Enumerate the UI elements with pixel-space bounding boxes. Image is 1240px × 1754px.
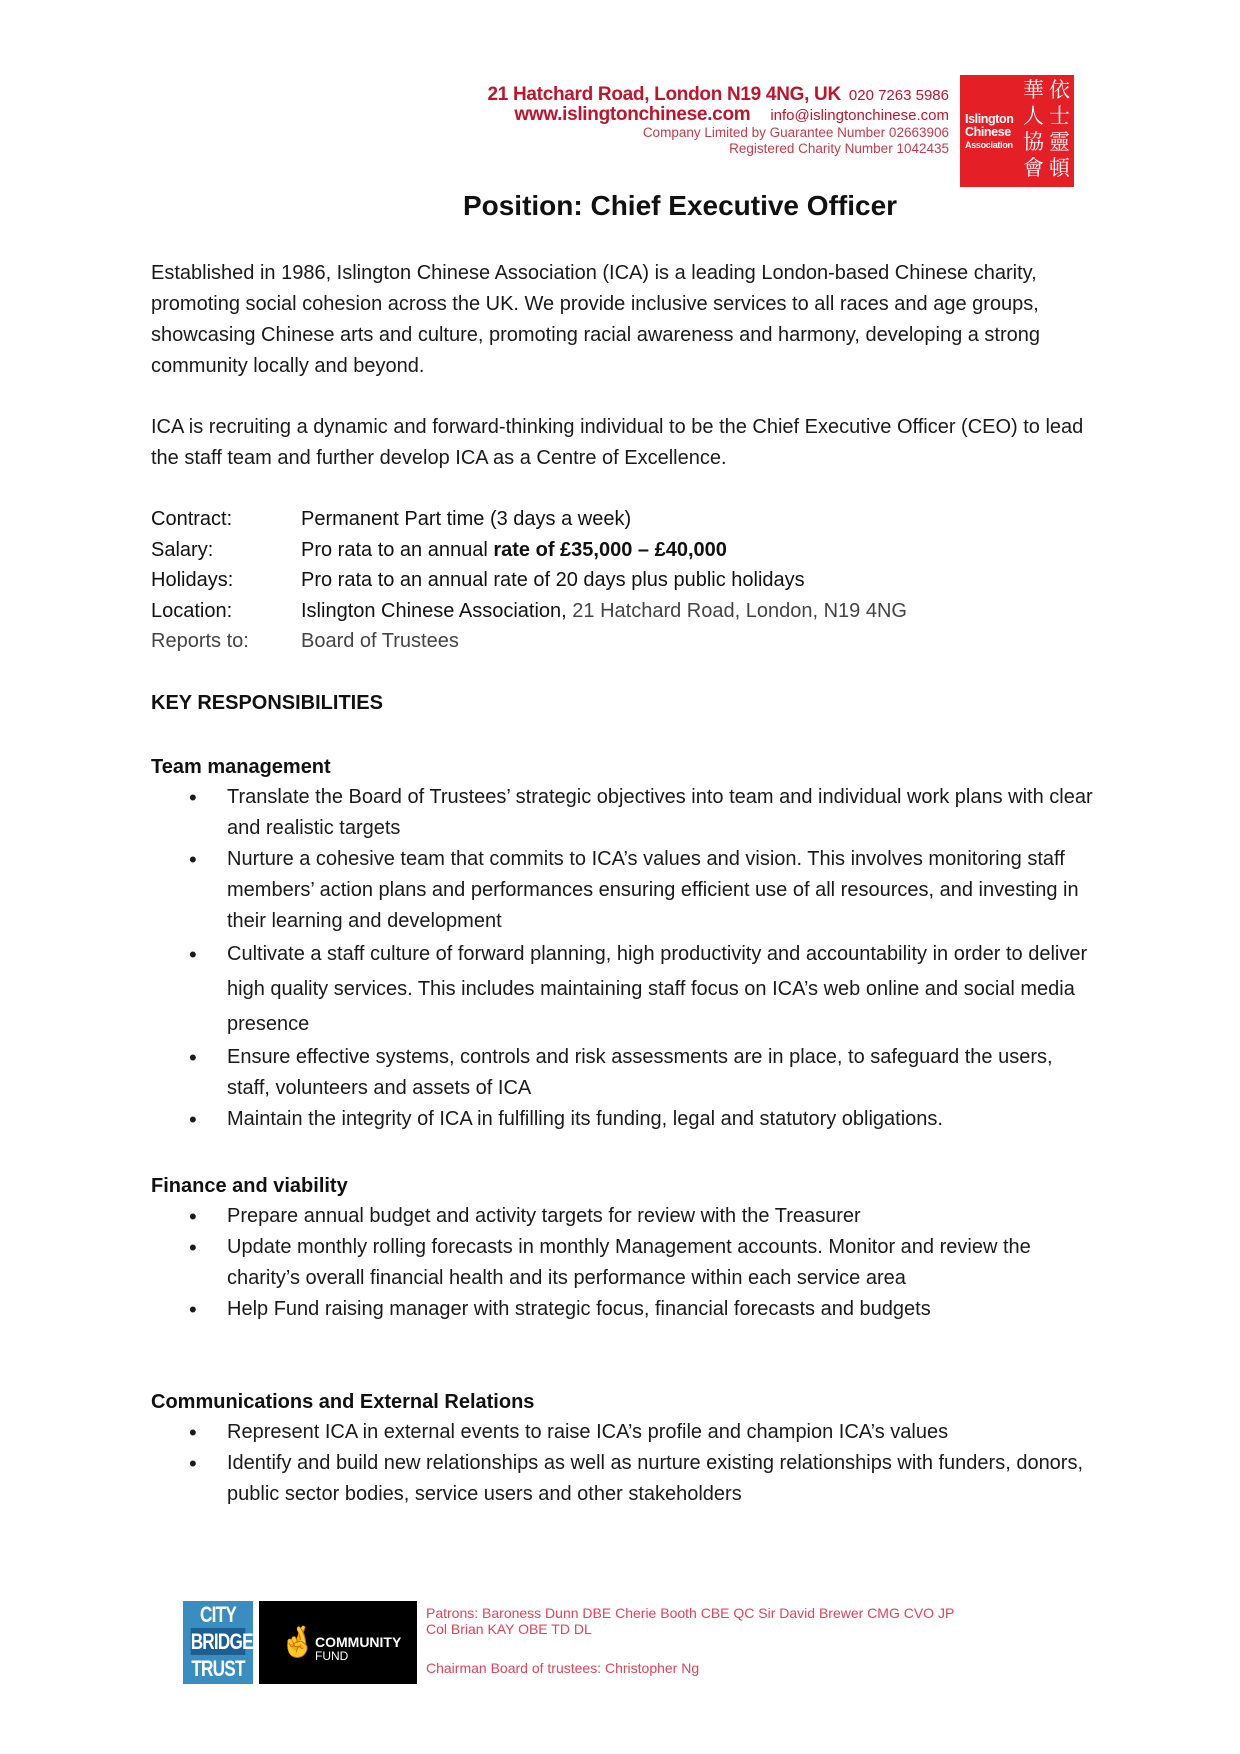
- list-item: • Represent ICA in external events to raise ICA’s profile and champion ICA’s values: [151, 1417, 1101, 1448]
- list-item: • Prepare annual budget and activity targets for review with the Treasurer: [151, 1201, 1101, 1232]
- header-address: 21 Hatchard Road, London N19 4NG, UK: [487, 84, 841, 105]
- job-details: [151, 504, 1101, 657]
- list-item: • Maintain the integrity of ICA in fulfilling its funding, legal and statutory obligations.: [151, 1104, 1101, 1135]
- footer-patrons: Patrons: Baroness Dunn DBE Cherie Booth CBE QC Sir David Brewer CMG CVO JP: [426, 1605, 955, 1621]
- intro-paragraph-2: ICA is recruiting a dynamic and forward-thinking individual to be the Chief Executive Officer (CEO) to lead the staff team and further develop ICA as a Centre of Excellence.: [151, 416, 1084, 469]
- header-email-link[interactable]: info@islingtonchinese.com: [770, 107, 949, 124]
- key-responsibilities-heading: KEY RESPONSIBILITIES: [151, 692, 383, 714]
- community-fund-logo: 🤞 COMMUNITY FUND: [259, 1601, 417, 1684]
- section-team-management: [151, 752, 1101, 1135]
- crossed-fingers-icon: 🤞: [279, 1626, 317, 1659]
- section-finance-and-viability: [151, 1171, 1101, 1325]
- detail-reports-to: Reports to: Board of Trustees: [151, 630, 459, 653]
- list-item: • Identify and build new relationships as well as nurture existing relationships with funders, donors, public sector bodies, service users and other stakeholders: [151, 1448, 1101, 1510]
- section-heading: Team management: [151, 756, 331, 778]
- footer-patrons-cont: Col Brian KAY OBE TD DL: [426, 1621, 592, 1637]
- list-item: • Help Fund raising manager with strategic focus, financial forecasts and budgets: [151, 1294, 1101, 1325]
- page-title: Position: Chief Executive Officer: [462, 190, 898, 221]
- list-item: • Ensure effective systems, controls and risk assessments are in place, to safeguard the users, staff, volunteers and assets of ICA: [151, 1042, 1101, 1104]
- detail-holidays: Holidays: Pro rata to an annual rate of 20 days plus public holidays: [151, 569, 805, 592]
- ica-logo: [960, 75, 1074, 187]
- section-heading: Communications and External Relations: [151, 1391, 535, 1413]
- detail-salary: Salary: Pro rata to an annual rate of £35,000 – £40,000: [151, 538, 727, 561]
- header-charity-number: Registered Charity Number 1042435: [729, 141, 949, 156]
- logo-chinese-characters: 依 士 靈 頓 華 人 協 會: [1023, 78, 1070, 180]
- header-contact-line: [439, 104, 949, 126]
- list-item: • Translate the Board of Trustees’ strategic objectives into team and individual work plans with clear and realistic targets: [151, 782, 1101, 844]
- logo-text: Islington Chinese Association: [965, 112, 1014, 150]
- section-communications: [151, 1387, 1101, 1510]
- header-phone: 020 7263 5986: [848, 87, 949, 104]
- list-item: • Update monthly rolling forecasts in monthly Management accounts. Monitor and review the charity’s overall financial health and its performance within each service area: [151, 1232, 1101, 1294]
- city-bridge-trust-logo: CITY BRIDGE TRUST: [183, 1601, 253, 1684]
- header-website-link[interactable]: www.islingtonchinese.com: [514, 104, 751, 125]
- detail-contract: Contract: Permanent Part time (3 days a week): [151, 508, 632, 530]
- footer-chairman: Chairman Board of trustees: Christopher Ng: [426, 1660, 700, 1676]
- list-item: • Nurture a cohesive team that commits to ICA’s values and vision. This involves monitoring staff members’ action plans and performances ensuring efficient use of all resources, and investing in their learning and development: [151, 844, 1101, 937]
- header-company-number: Company Limited by Guarantee Number 02663906: [642, 125, 949, 140]
- section-heading: Finance and viability: [151, 1175, 348, 1197]
- list-item: • Cultivate a staff culture of forward planning, high productivity and accountability in order to deliver high quality services. This includes maintaining staff focus on ICA’s web online and social media presence: [151, 937, 1101, 1042]
- header-address-line: [439, 84, 949, 106]
- detail-location: Location: Islington Chinese Association, 21 Hatchard Road, London, N19 4NG: [151, 599, 907, 622]
- intro-paragraph-1: Established in 1986, Islington Chinese Association (ICA) is a leading London-based Chinese charity, promoting social cohesion across the UK. We provide inclusive services to all races and age groups, showcasing Chinese arts and culture, promoting racial awareness and harmony, developing a strong community locally and beyond.: [151, 262, 1041, 377]
- salary-range: rate of £35,000 – £40,000: [493, 538, 727, 561]
